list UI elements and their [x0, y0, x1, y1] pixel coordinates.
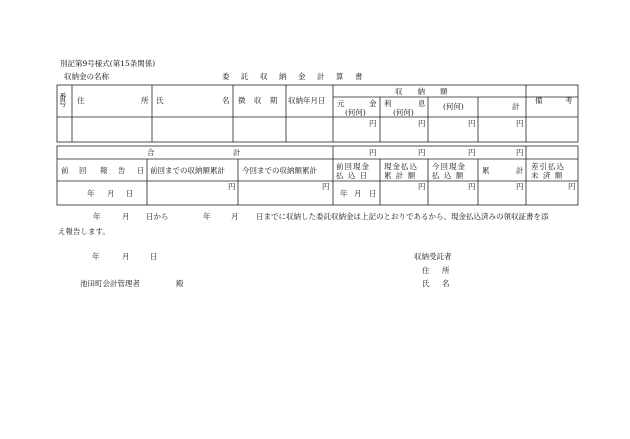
- header-name-1: 氏: [156, 96, 164, 105]
- header-prev-cash-1: 前回現金: [336, 162, 370, 171]
- document-title: 委 託 収 納 金 計 算 書: [222, 72, 365, 81]
- yen-unit: 円: [369, 119, 377, 128]
- date-month: 月: [354, 189, 362, 198]
- header-date: 収納年月日: [288, 96, 326, 105]
- header-cum-2: 計: [516, 166, 524, 175]
- address-label-2: 所: [442, 266, 450, 275]
- sentence-end: え報告します。: [58, 227, 110, 236]
- yen-unit: 円: [468, 148, 476, 157]
- report-date-month: 月: [122, 252, 130, 261]
- yen-unit: 円: [516, 148, 524, 157]
- form-number: 別記第9号様式(第15条関係): [60, 59, 156, 68]
- date-day: 日: [369, 189, 377, 198]
- date-month: 月: [107, 189, 115, 198]
- header-address-2: 所: [141, 96, 149, 105]
- header-name-2: 名: [222, 96, 230, 105]
- header-prev-report-1: 前: [61, 166, 69, 175]
- sentence-year-from: 年: [93, 212, 101, 221]
- header-balance-1: 差引払込: [531, 162, 565, 171]
- yen-unit: 円: [418, 119, 426, 128]
- yen-unit: 円: [228, 182, 236, 191]
- header-prev-report-4: 告: [118, 166, 126, 175]
- sentence-month-from: 月: [122, 212, 130, 221]
- agent-label: 収納受託者: [414, 252, 452, 261]
- yen-unit: 円: [418, 182, 426, 191]
- header-interest-1: 利: [384, 99, 392, 108]
- name-label-1: 氏: [422, 279, 430, 288]
- item-name-label: 収納金の名称: [64, 72, 109, 81]
- header-cash-cum-2: 累 計 額: [384, 171, 417, 180]
- yen-unit: 円: [369, 148, 377, 157]
- header-number: 番号: [59, 92, 67, 108]
- header-total: 計: [512, 102, 520, 111]
- total-label-2: 計: [233, 148, 241, 157]
- header-cash-cum-1: 現金払込: [384, 162, 418, 171]
- yen-unit: 円: [468, 119, 476, 128]
- sentence-day-from: 日から: [146, 212, 169, 221]
- name-label-2: 名: [442, 279, 450, 288]
- yen-unit: 円: [322, 182, 330, 191]
- header-period: 徴 収 期: [238, 96, 281, 105]
- header-curr-cum: 今回までの収納額累計: [242, 166, 317, 175]
- header-cum-1: 累: [482, 166, 490, 175]
- total-label-1: 合: [147, 148, 155, 157]
- header-prev-report-3: 報: [100, 166, 108, 175]
- yen-unit: 円: [516, 182, 524, 191]
- header-prev-cum: 前回までの収納額累計: [150, 166, 225, 175]
- header-principal-1: 元: [337, 99, 345, 108]
- yen-unit: 円: [568, 182, 576, 191]
- header-address-1: 住: [77, 96, 85, 105]
- sentence-year-to: 年: [203, 212, 211, 221]
- header-prev-report-5: 日: [137, 166, 145, 175]
- honorific: 殿: [176, 279, 184, 288]
- header-principal-2: 金: [369, 99, 377, 108]
- yen-unit: 円: [516, 119, 524, 128]
- report-date-year: 年: [92, 252, 100, 261]
- report-date-day: 日: [150, 252, 158, 261]
- date-year: 年: [340, 189, 348, 198]
- header-prev-cash-2: 払 込 日: [336, 171, 369, 180]
- sentence-month-to: 月: [231, 212, 239, 221]
- header-interest-2: 息: [418, 99, 426, 108]
- header-balance-2: 未 済 額: [531, 171, 564, 180]
- header-amount-group: 収 納 額: [395, 87, 448, 96]
- header-interest-sub: (何何): [393, 108, 414, 117]
- header-remarks-1: 備: [535, 96, 543, 105]
- address-label-1: 住: [422, 266, 430, 275]
- yen-unit: 円: [418, 148, 426, 157]
- date-day: 日: [126, 189, 134, 198]
- header-prev-report-2: 回: [79, 166, 87, 175]
- date-year: 年: [87, 189, 95, 198]
- addressee: 池田町会計管理者: [80, 279, 140, 288]
- yen-unit: 円: [468, 182, 476, 191]
- sentence-body: 日までに収納した委託収納金は上記のとおりであるから、現金払込済みの領収証書を添: [256, 212, 549, 221]
- header-curr-cash-1: 今回現金: [432, 162, 466, 171]
- header-curr-cash-2: 払 込 額: [432, 171, 465, 180]
- header-principal-sub: (何何): [345, 108, 366, 117]
- header-remarks-2: 考: [565, 96, 573, 105]
- header-other: (何何): [443, 102, 464, 111]
